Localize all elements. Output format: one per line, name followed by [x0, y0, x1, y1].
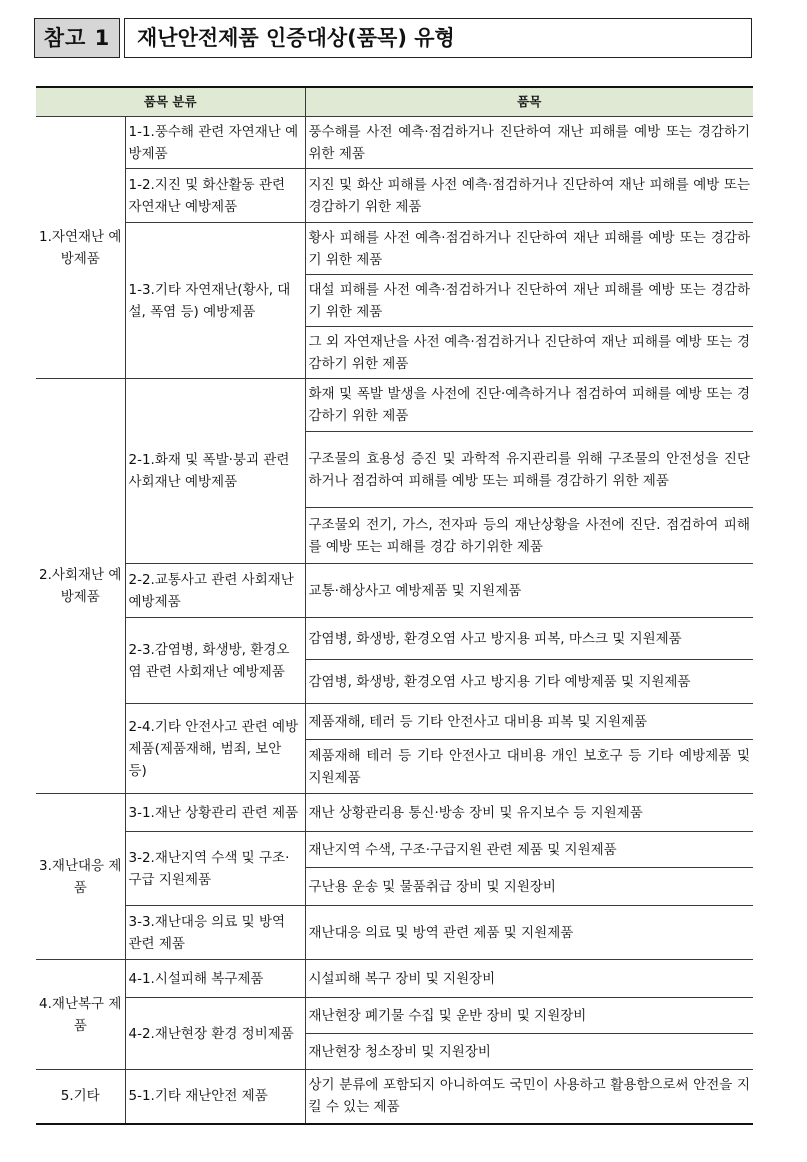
subcategory-cell: 3-3.재난대응 의료 및 방역 관련 제품 — [125, 906, 305, 960]
table-row — [36, 794, 753, 832]
item-cell: 풍수해를 사전 예측·점검하거나 진단하여 재난 피해를 예방 또는 경감하기 위한 제품 — [305, 117, 753, 169]
item-cell: 재난현장 청소장비 및 지원장비 — [305, 1034, 753, 1070]
item-cell: 제품재해, 테러 등 기타 안전사고 대비용 피복 및 지원제품 — [305, 704, 753, 740]
title-bar — [34, 18, 752, 58]
item-cell: 교통·해상사고 예방제품 및 지원제품 — [305, 564, 753, 618]
item-cell: 재난 상황관리용 통신·방송 장비 및 유지보수 등 지원제품 — [305, 794, 753, 832]
subcategory-cell: 3-1.재난 상황관리 관련 제품 — [125, 794, 305, 832]
table-row — [36, 618, 753, 660]
subcategory-cell: 2-1.화재 및 폭발·붕괴 관련 사회재난 예방제품 — [125, 379, 305, 564]
subcategory-cell: 1-2.지진 및 화산활동 관련 자연재난 예방제품 — [125, 169, 305, 223]
table-row — [36, 906, 753, 960]
category-column-header: 품목 분류 — [36, 87, 305, 117]
item-cell: 상기 분류에 포함되지 아니하여도 국민이 사용하고 활용함으로써 안전을 지킬 수 있는 제품 — [305, 1070, 753, 1124]
product-type-table — [36, 86, 753, 1125]
subcategory-cell: 4-1.시설피해 복구제품 — [125, 960, 305, 998]
page-title: 재난안전제품 인증대상(품목) 유형 — [124, 18, 752, 58]
table-row — [36, 960, 753, 998]
subcategory-cell: 2-2.교통사고 관련 사회재난 예방제품 — [125, 564, 305, 618]
item-cell: 구조물의 효용성 증진 및 과학적 유지관리를 위해 구조물의 안전성을 진단하거나 점검하여 피해를 예방 또는 피해를 경감하기 위한 제품 — [305, 432, 753, 508]
table-row — [36, 223, 753, 275]
item-cell: 제품재해 테러 등 기타 안전사고 대비용 개인 보호구 등 기타 예방제품 및 지원제품 — [305, 740, 753, 794]
category-cell: 3.재난대응 제품 — [36, 794, 125, 960]
table-row — [36, 1070, 753, 1124]
subcategory-cell: 2-3.감염병, 화생방, 환경오염 관련 사회재난 예방제품 — [125, 618, 305, 704]
table-row — [36, 564, 753, 618]
table-row — [36, 832, 753, 868]
subcategory-cell: 1-1.풍수해 관련 자연재난 예방제품 — [125, 117, 305, 169]
subcategory-cell: 2-4.기타 안전사고 관련 예방제품(제품재해, 범죄, 보안 등) — [125, 704, 305, 794]
subcategory-cell: 1-3.기타 자연재난(황사, 대설, 폭염 등) 예방제품 — [125, 223, 305, 379]
item-cell: 재난지역 수색, 구조·구급지원 관련 제품 및 지원제품 — [305, 832, 753, 868]
reference-tag: 참고 1 — [34, 18, 120, 58]
table-row — [36, 379, 753, 432]
subcategory-cell: 4-2.재난현장 환경 정비제품 — [125, 998, 305, 1070]
subcategory-cell: 5-1.기타 재난안전 제품 — [125, 1070, 305, 1124]
item-cell: 감염병, 화생방, 환경오염 사고 방지용 기타 예방제품 및 지원제품 — [305, 660, 753, 704]
category-cell: 5.기타 — [36, 1070, 125, 1124]
item-cell: 구조물외 전기, 가스, 전자파 등의 재난상황을 사전에 진단. 점검하여 피해를 예방 또는 피해를 경감 하기위한 제품 — [305, 508, 753, 564]
category-cell: 1.자연재난 예방제품 — [36, 117, 125, 379]
item-cell: 구난용 운송 및 물품취급 장비 및 지원장비 — [305, 868, 753, 906]
table-row — [36, 117, 753, 169]
item-cell: 재난대응 의료 및 방역 관련 제품 및 지원제품 — [305, 906, 753, 960]
table-row — [36, 998, 753, 1034]
item-cell: 시설피해 복구 장비 및 지원장비 — [305, 960, 753, 998]
item-cell: 지진 및 화산 피해를 사전 예측·점검하거나 진단하여 재난 피해를 예방 또는 경감하기 위한 제품 — [305, 169, 753, 223]
subcategory-cell: 3-2.재난지역 수색 및 구조·구급 지원제품 — [125, 832, 305, 906]
category-cell: 4.재난복구 제품 — [36, 960, 125, 1070]
table-header-row — [36, 87, 753, 117]
item-column-header: 품목 — [305, 87, 753, 117]
item-cell: 화재 및 폭발 발생을 사전에 진단·예측하거나 점검하여 피해를 예방 또는 경감하기 위한 제품 — [305, 379, 753, 432]
category-cell: 2.사회재난 예방제품 — [36, 379, 125, 794]
item-cell: 재난현장 폐기물 수집 및 운반 장비 및 지원장비 — [305, 998, 753, 1034]
table-row — [36, 169, 753, 223]
table-row — [36, 704, 753, 740]
item-cell: 그 외 자연재난을 사전 예측·점검하거나 진단하여 재난 피해를 예방 또는 경감하기 위한 제품 — [305, 327, 753, 379]
item-cell: 대설 피해를 사전 예측·점검하거나 진단하여 재난 피해를 예방 또는 경감하기 위한 제품 — [305, 275, 753, 327]
item-cell: 감염병, 화생방, 환경오염 사고 방지용 피복, 마스크 및 지원제품 — [305, 618, 753, 660]
item-cell: 황사 피해를 사전 예측·점검하거나 진단하여 재난 피해를 예방 또는 경감하기 위한 제품 — [305, 223, 753, 275]
